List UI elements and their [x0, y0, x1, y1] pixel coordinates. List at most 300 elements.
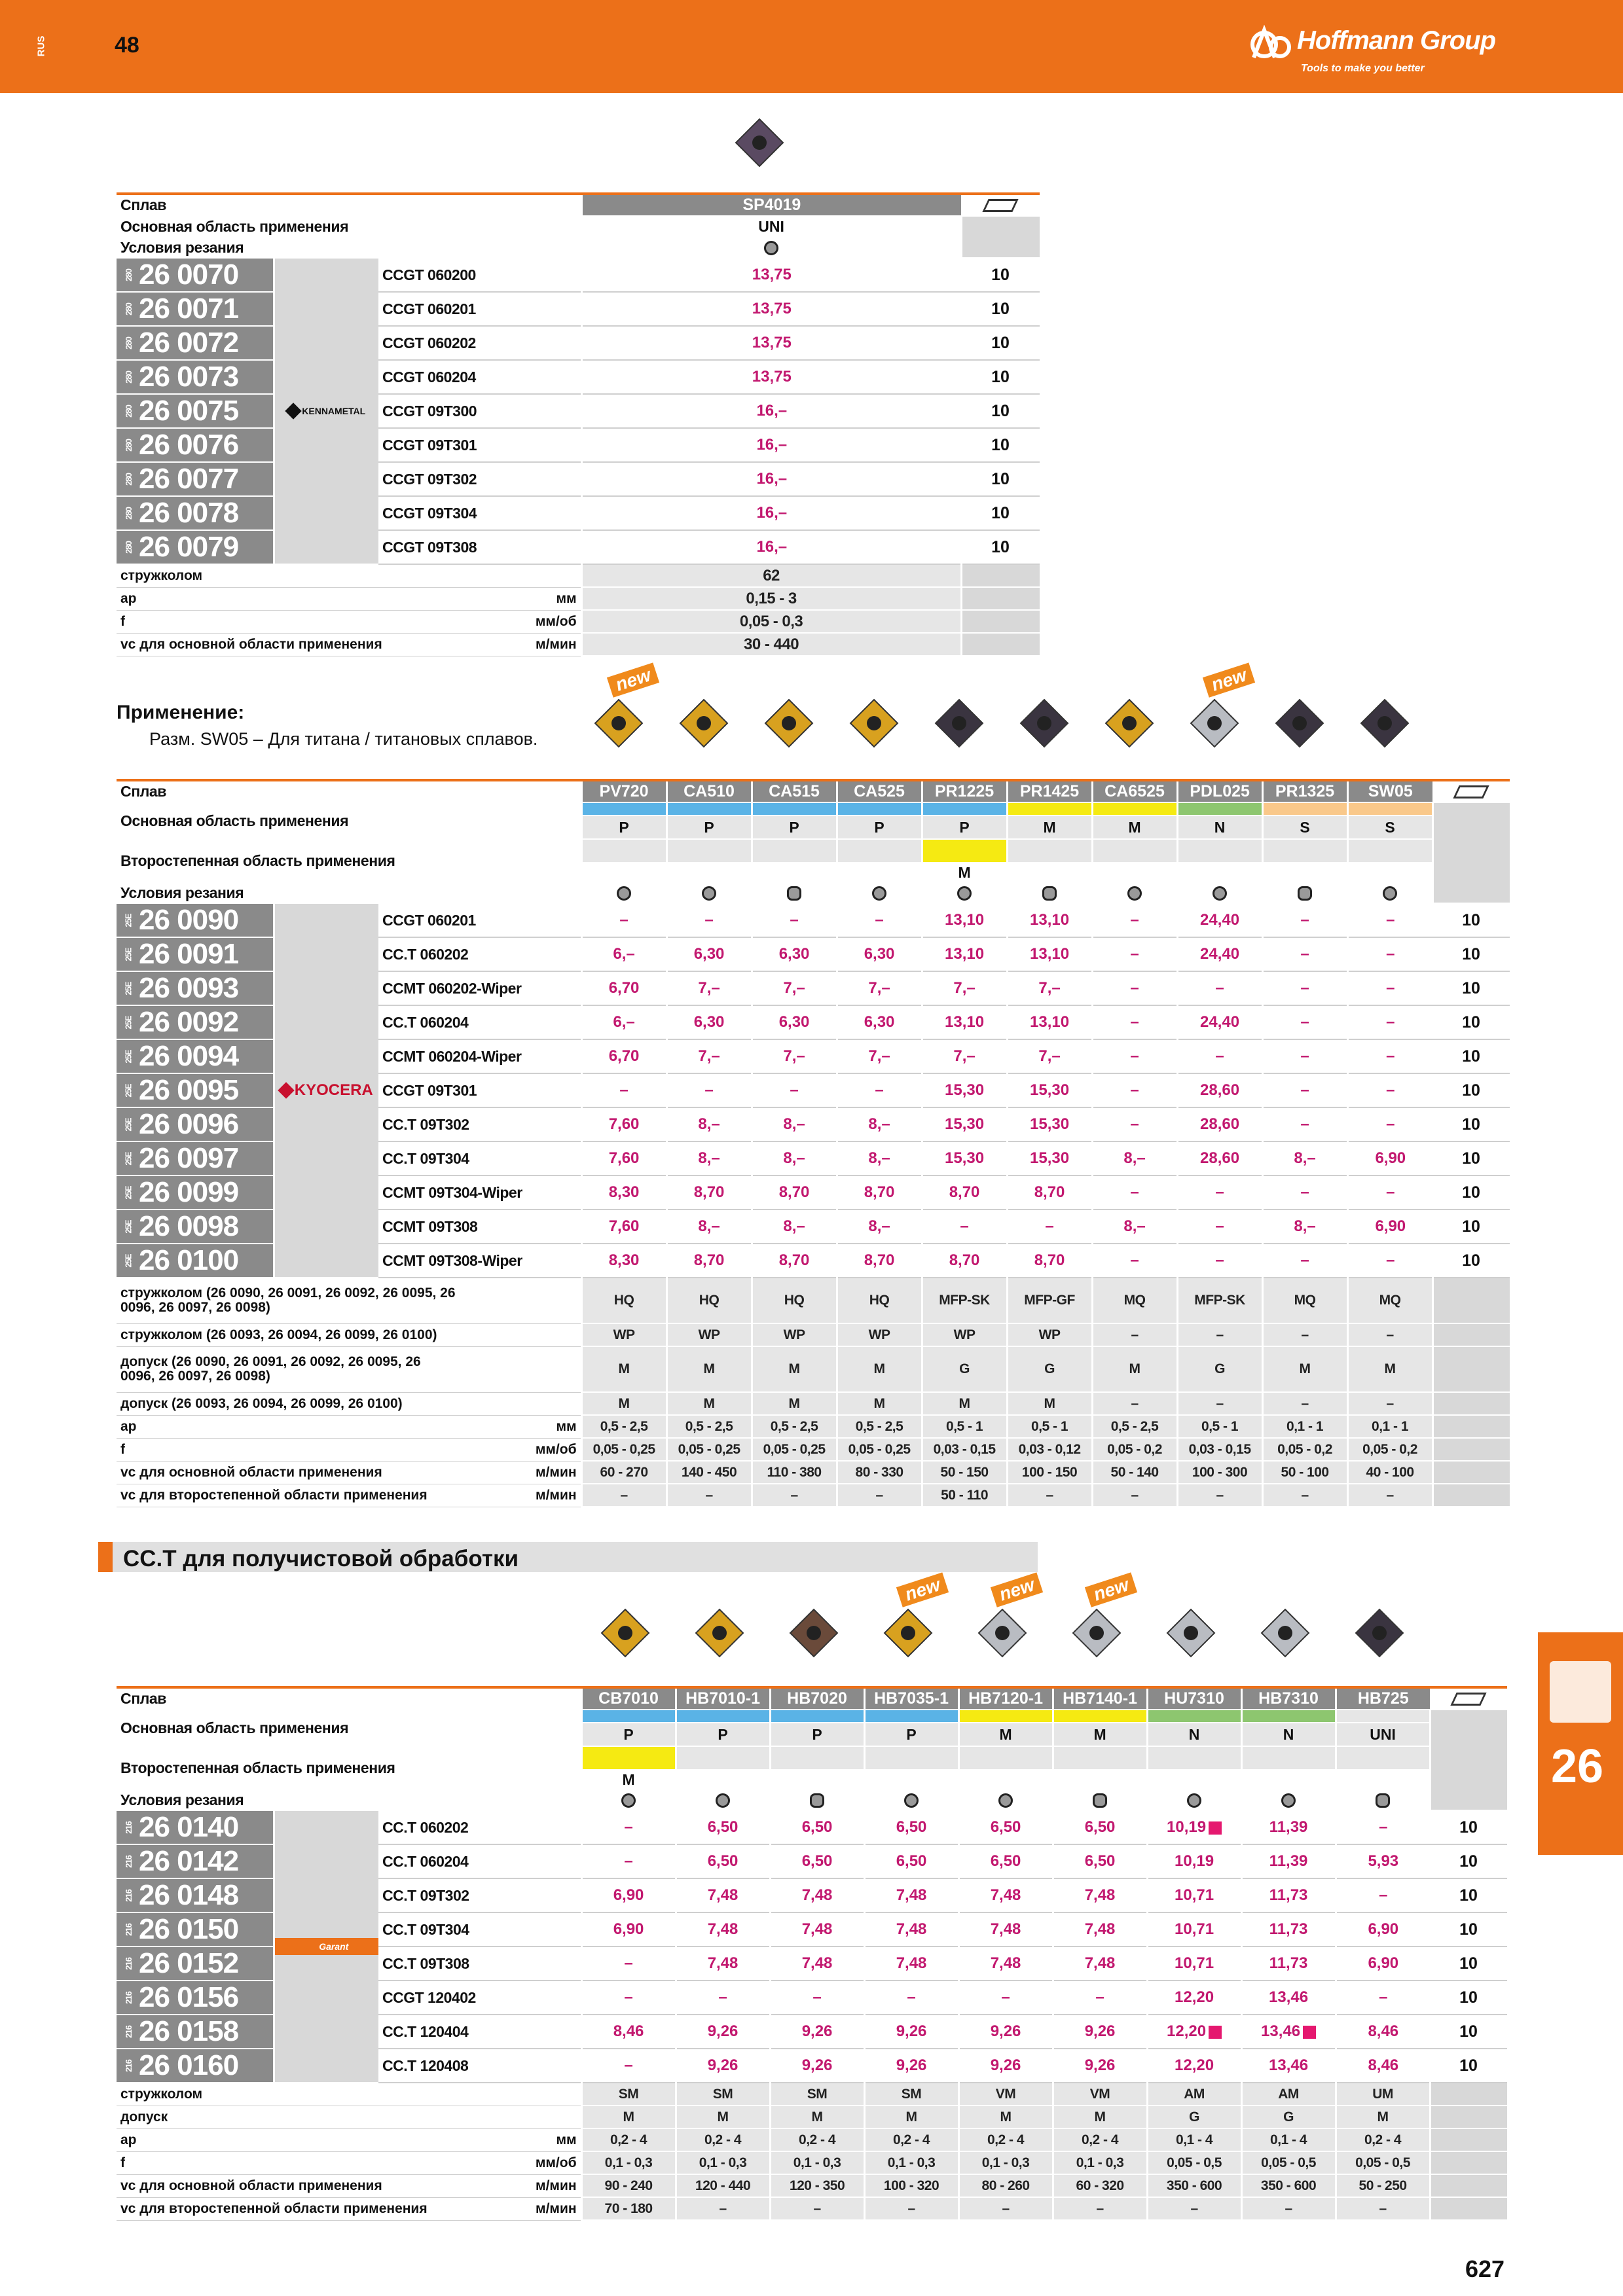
sec-app-code [1347, 863, 1432, 882]
param-value: 40 - 100 [1347, 1461, 1432, 1484]
box-icon [982, 199, 1018, 212]
price-value: 8,70 [666, 1175, 752, 1210]
param-value: 0,5 - 1 [1177, 1415, 1262, 1438]
param-value: 0,05 - 0,2 [1347, 1438, 1432, 1461]
param-label: стружколом [117, 2083, 457, 2106]
price-value: 7,60 [581, 1107, 666, 1141]
param-value: 70 - 180 [581, 2197, 676, 2220]
cutting-condition-icon [1262, 882, 1347, 903]
package-qty: 10 [1432, 1141, 1510, 1175]
article-prefix: 25E [123, 913, 134, 927]
price-value: 7,48 [676, 1912, 770, 1946]
price-value: 9,26 [770, 2015, 864, 2049]
article-number[interactable] [117, 1005, 274, 1039]
param-value: 120 - 350 [770, 2174, 864, 2197]
param-unit: мм/об [457, 1438, 581, 1461]
price-value: – [1177, 1244, 1262, 1278]
price-value: 8,30 [581, 1244, 666, 1278]
article-number[interactable] [117, 2015, 274, 2049]
price-value: 9,26 [676, 2015, 770, 2049]
param-value: 0,5 - 2,5 [752, 1415, 837, 1438]
package-qty: 10 [1432, 1210, 1510, 1244]
price-value: – [1347, 1244, 1432, 1278]
param-value: MFP-SK [922, 1278, 1007, 1323]
price-value: – [1092, 1073, 1177, 1107]
box-icon [1453, 785, 1489, 798]
sec-app-label: Второстепенная область применения [117, 839, 581, 882]
param-value: WP [581, 1323, 666, 1346]
param-value: HQ [666, 1278, 752, 1323]
price-value: 7,48 [958, 1946, 1053, 1981]
product-code: CCGT 060202 [378, 326, 581, 360]
product-code: CCGT 09T301 [378, 1073, 581, 1107]
table-row[interactable] [117, 428, 1040, 462]
param-value: M [837, 1346, 922, 1392]
insert-image-icon [1165, 1607, 1217, 1659]
article-number[interactable] [117, 1810, 274, 1844]
price-value: 8,– [837, 1210, 922, 1244]
sec-app-color-swatch [581, 839, 666, 863]
price-value: – [1092, 971, 1177, 1005]
price-value: 10,71 [1147, 1878, 1241, 1912]
price-value: 6,90 [1347, 1141, 1432, 1175]
supplier-brand [274, 258, 378, 564]
chapter-tab[interactable] [1538, 1632, 1623, 1855]
package-qty: 10 [961, 428, 1040, 462]
price-value: 12,20 [1147, 2015, 1241, 2049]
cutting-condition-icon [581, 237, 961, 258]
t1-grid [117, 192, 1040, 656]
param-value: 0,05 - 0,25 [666, 1438, 752, 1461]
t2-grid [117, 779, 1510, 1507]
cutting-condition-icon [770, 1789, 864, 1810]
product-code: CC.T 060204 [378, 1844, 581, 1878]
article-number[interactable] [117, 1878, 274, 1912]
param-value: – [1053, 2197, 1147, 2220]
cutting-symbol-icon [716, 1793, 730, 1808]
insert-image-icon [1018, 697, 1070, 749]
price-value: – [1092, 903, 1177, 937]
product-code: CCGT 120402 [378, 1981, 581, 2015]
grade-name: PDL025 [1177, 780, 1262, 802]
param-label: vc для второстепенной области применения [117, 1484, 457, 1507]
table-row[interactable] [117, 1810, 1507, 1844]
grade-name: PR1425 [1007, 780, 1092, 802]
param-unit [457, 1278, 581, 1323]
sec-app-code [1007, 863, 1092, 882]
sec-app-code [837, 863, 922, 882]
param-value: 0,2 - 4 [581, 2128, 676, 2151]
price-value: 10,71 [1147, 1912, 1241, 1946]
article-number[interactable] [117, 462, 274, 496]
article-number-text: 26 0075 [139, 395, 239, 427]
table-row[interactable] [117, 903, 1510, 937]
article-number[interactable] [117, 1141, 274, 1175]
param-value: 0,1 - 0,3 [958, 2151, 1053, 2174]
supplier-logo [275, 405, 379, 417]
article-number-text: 26 0158 [139, 2015, 239, 2047]
param-value: 0,03 - 0,15 [1177, 1438, 1262, 1461]
param-label: vc для второстепенной области применения [117, 2197, 457, 2220]
param-value: 0,1 - 4 [1241, 2128, 1336, 2151]
price-value: 11,39 [1241, 1810, 1336, 1844]
article-number-text: 26 0097 [139, 1142, 239, 1174]
price-value: – [1262, 937, 1347, 971]
package-spacer [1432, 1392, 1510, 1415]
price-value: 7,48 [864, 1878, 958, 1912]
article-number[interactable] [117, 1073, 274, 1107]
package-spacer [1430, 2106, 1507, 2128]
param-value: 0,05 - 0,5 [1336, 2151, 1430, 2174]
param-unit: мм [457, 1415, 581, 1438]
price-value: – [958, 1981, 1053, 2015]
price-value: – [837, 903, 922, 937]
app-color-swatch [1262, 802, 1347, 816]
sec-app-color-swatch [1347, 839, 1432, 863]
article-prefix: 25E [123, 1253, 134, 1268]
article-number[interactable] [117, 1244, 274, 1278]
cutting-symbol-icon [1281, 1793, 1296, 1808]
param-value: 0,1 - 1 [1347, 1415, 1432, 1438]
param-unit [457, 1323, 581, 1346]
price-value: 7,48 [958, 1878, 1053, 1912]
table-row[interactable] [117, 394, 1040, 428]
param-label: стружколом [117, 564, 457, 587]
price-value: 6,50 [770, 1844, 864, 1878]
grade-name: CA515 [752, 780, 837, 802]
price-value: 9,26 [958, 2015, 1053, 2049]
param-unit [457, 564, 581, 587]
article-prefix: 25E [123, 1219, 134, 1234]
price-value: – [1347, 1107, 1432, 1141]
supplier-name: Garant [319, 1941, 349, 1952]
cutting-condition-icon [837, 882, 922, 903]
cutting-condition-icon [864, 1789, 958, 1810]
table-row[interactable] [117, 360, 1040, 394]
price-value: 13,10 [922, 903, 1007, 937]
price-value: 10,71 [1147, 1946, 1241, 1981]
param-value: 60 - 270 [581, 1461, 666, 1484]
param-value: 50 - 250 [1336, 2174, 1430, 2197]
top-bar [0, 0, 1623, 93]
param-value: M [581, 2106, 676, 2128]
grade-name: HB7035-1 [864, 1687, 958, 1710]
package-qty: 10 [1430, 1946, 1507, 1981]
param-value: M [1262, 1346, 1347, 1392]
price-value: 11,39 [1241, 1844, 1336, 1878]
package-spacer [1432, 1278, 1510, 1323]
app-color-swatch [1092, 802, 1177, 816]
grade-name: PV720 [581, 780, 666, 802]
price-value: 6,30 [752, 1005, 837, 1039]
param-value: G [922, 1346, 1007, 1392]
article-number-text: 26 0096 [139, 1108, 239, 1140]
main-app-code: M [958, 1723, 1053, 1746]
param-value: – [676, 2197, 770, 2220]
main-app-code: P [770, 1723, 864, 1746]
article-number-text: 26 0148 [139, 1879, 239, 1911]
param-value: – [1007, 1484, 1092, 1507]
table-row[interactable] [117, 258, 1040, 292]
price-value: – [770, 1981, 864, 2015]
param-value: – [864, 2197, 958, 2220]
sec-app-code [1336, 1770, 1430, 1789]
article-prefix: 25E [123, 1083, 134, 1098]
price-value: 8,– [752, 1210, 837, 1244]
price-value: 13,46 [1241, 1981, 1336, 2015]
price-value: 13,46 [1241, 2015, 1336, 2049]
price-value: 7,48 [1053, 1946, 1147, 1981]
supplier-mark-icon [285, 403, 302, 419]
article-prefix: 25E [123, 1117, 134, 1132]
param-value: 0,2 - 4 [1336, 2128, 1430, 2151]
supplier-logo [275, 1938, 379, 1955]
cutting-condition-icon [1177, 882, 1262, 903]
article-number[interactable] [117, 971, 274, 1005]
article-number[interactable] [117, 1107, 274, 1141]
sec-app-code [752, 863, 837, 882]
cutting-symbol-icon [1376, 1793, 1390, 1808]
param-value: 140 - 450 [666, 1461, 752, 1484]
article-number[interactable] [117, 937, 274, 971]
param-unit [457, 2106, 581, 2128]
article-number-text: 26 0100 [139, 1244, 239, 1276]
article-number[interactable] [117, 1175, 274, 1210]
price-value: – [1347, 1073, 1432, 1107]
cutting-condition-icon [581, 882, 666, 903]
price-value: 24,40 [1177, 1005, 1262, 1039]
article-number-text: 26 0072 [139, 327, 239, 359]
article-prefix: 25E [123, 1015, 134, 1030]
product-table-1 [117, 192, 1040, 656]
package-qty: 10 [1430, 2049, 1507, 2083]
sec-app-code [1177, 863, 1262, 882]
app-color-swatch [581, 1710, 676, 1723]
application-title: Применение: [117, 702, 245, 723]
row-label: Сплав [117, 194, 581, 216]
article-prefix: 216 [123, 2059, 134, 2072]
article-number-text: 26 0076 [139, 429, 239, 461]
product-code: CC.T 09T304 [378, 1912, 581, 1946]
sec-app-code: M [581, 1770, 676, 1789]
table-row[interactable] [117, 530, 1040, 564]
sec-app-label: Второстепенная область применения [117, 1746, 581, 1789]
price-value: – [676, 1981, 770, 2015]
param-value: 0,05 - 0,5 [1147, 2151, 1241, 2174]
price-value: 15,30 [922, 1073, 1007, 1107]
article-prefix: 25E [123, 1049, 134, 1064]
param-value: – [1262, 1323, 1347, 1346]
product-code: CCMT 09T304-Wiper [378, 1175, 581, 1210]
package-spacer [1432, 1323, 1510, 1346]
app-color-swatch [1147, 1710, 1241, 1723]
param-value: M [581, 1346, 666, 1392]
article-number[interactable] [117, 258, 274, 292]
param-value: – [1347, 1323, 1432, 1346]
new-badge: new [1203, 662, 1256, 697]
article-number[interactable] [117, 1039, 274, 1073]
main-app-code: P [581, 1723, 676, 1746]
cutting-condition-icon [676, 1789, 770, 1810]
param-value: WP [837, 1323, 922, 1346]
cutting-symbol-icon [1093, 1793, 1107, 1808]
param-unit: м/мин [457, 1484, 581, 1507]
article-number[interactable] [117, 530, 274, 564]
article-number[interactable] [117, 1912, 274, 1946]
sec-app-code [666, 863, 752, 882]
article-prefix: 216 [123, 1855, 134, 1868]
price-value: – [1092, 1005, 1177, 1039]
price-value: 8,– [837, 1107, 922, 1141]
package-qty: 10 [961, 258, 1040, 292]
cutting-condition-icon [922, 882, 1007, 903]
sec-app-code [958, 1770, 1053, 1789]
param-value: M [666, 1392, 752, 1415]
article-number-text: 26 0092 [139, 1006, 239, 1038]
supplier-mark-icon [278, 1082, 294, 1098]
article-number[interactable] [117, 496, 274, 530]
package-spacer [961, 633, 1040, 656]
param-value: MQ [1347, 1278, 1432, 1323]
param-value: 0,5 - 1 [922, 1415, 1007, 1438]
article-number[interactable] [117, 2049, 274, 2083]
grade-name: HB7140-1 [1053, 1687, 1147, 1710]
price-value: 8,– [1262, 1210, 1347, 1244]
price-value: – [1262, 1107, 1347, 1141]
param-value: 0,5 - 2,5 [837, 1415, 922, 1438]
param-label: стружколом (26 0093, 26 0094, 26 0099, 26 0100) [117, 1323, 457, 1346]
price-value: 6,– [581, 1005, 666, 1039]
param-value: MFP-GF [1007, 1278, 1092, 1323]
supplier-brand [274, 1810, 378, 2083]
price-value: 16,– [581, 428, 961, 462]
param-value: – [1336, 2197, 1430, 2220]
table-row[interactable] [117, 326, 1040, 360]
param-value: M [752, 1346, 837, 1392]
article-number[interactable] [117, 1844, 274, 1878]
cutting-symbol-icon [1298, 886, 1312, 901]
param-value: 50 - 150 [922, 1461, 1007, 1484]
article-number[interactable] [117, 428, 274, 462]
article-number[interactable] [117, 1981, 274, 2015]
main-app-code: S [1262, 816, 1347, 839]
price-value: – [581, 1844, 676, 1878]
article-number[interactable] [117, 292, 274, 326]
package-spacer [1432, 1461, 1510, 1484]
price-value: – [581, 903, 666, 937]
price-value: 8,70 [666, 1244, 752, 1278]
param-value: 100 - 300 [1177, 1461, 1262, 1484]
product-code: CC.T 120404 [378, 2015, 581, 2049]
cutting-symbol-icon [1042, 886, 1057, 901]
price-value: 6,50 [958, 1810, 1053, 1844]
price-value: 8,– [1262, 1141, 1347, 1175]
sec-app-color-swatch [958, 1746, 1053, 1770]
insert-image-icon [1273, 697, 1326, 749]
package-spacer [961, 216, 1040, 258]
price-value: 28,60 [1177, 1141, 1262, 1175]
param-value: 100 - 150 [1007, 1461, 1092, 1484]
price-value: 6,90 [581, 1878, 676, 1912]
insert-image-icon [788, 1607, 840, 1659]
sec-app-code [1053, 1770, 1147, 1789]
param-label: f [117, 2151, 457, 2174]
article-number[interactable] [117, 903, 274, 937]
param-value: M [666, 1346, 752, 1392]
sec-app-code [1262, 863, 1347, 882]
param-value: SM [770, 2083, 864, 2106]
sec-app-color-swatch [752, 839, 837, 863]
cutting-symbol-icon [872, 886, 886, 901]
article-number[interactable] [117, 394, 274, 428]
param-value: 0,1 - 1 [1262, 1415, 1347, 1438]
table-row[interactable] [117, 496, 1040, 530]
param-value: M [752, 1392, 837, 1415]
app-color-swatch [1007, 802, 1092, 816]
table-row[interactable] [117, 292, 1040, 326]
package-spacer [1432, 1484, 1510, 1507]
param-label: f [117, 1438, 457, 1461]
price-value: – [1262, 1175, 1347, 1210]
new-badge: new [896, 1572, 949, 1607]
price-value: 6,90 [1347, 1210, 1432, 1244]
main-app-label: Основная область применения [117, 1710, 581, 1746]
product-code: CC.T 09T302 [378, 1878, 581, 1912]
article-number-text: 26 0070 [139, 259, 239, 291]
param-label: допуск (26 0093, 26 0094, 26 0099, 26 0100) [117, 1392, 457, 1415]
package-spacer [1430, 2083, 1507, 2106]
price-value: 7,– [837, 971, 922, 1005]
param-value: M [864, 2106, 958, 2128]
package-qty: 10 [1432, 1175, 1510, 1210]
price-value: 9,26 [770, 2049, 864, 2083]
product-code: CC.T 09T302 [378, 1107, 581, 1141]
article-number[interactable] [117, 360, 274, 394]
package-qty: 10 [1432, 937, 1510, 971]
param-value: – [752, 1484, 837, 1507]
param-value: 0,15 - 3 [581, 587, 961, 610]
cutting-symbol-icon [617, 886, 631, 901]
price-value: 7,48 [864, 1946, 958, 1981]
param-unit [457, 1346, 581, 1392]
article-number[interactable] [117, 1946, 274, 1981]
price-value: 8,70 [1007, 1175, 1092, 1210]
param-value: 60 - 320 [1053, 2174, 1147, 2197]
grade-name: PR1225 [922, 780, 1007, 802]
param-value: 0,5 - 2,5 [1092, 1415, 1177, 1438]
package-qty: 10 [1430, 2015, 1507, 2049]
brand-logo [1247, 22, 1522, 79]
cutting-condition-icon [1336, 1789, 1430, 1810]
price-value: 8,– [837, 1141, 922, 1175]
insert-image-icon [763, 697, 815, 749]
param-value: 0,03 - 0,12 [1007, 1438, 1092, 1461]
app-color-swatch [676, 1710, 770, 1723]
article-number[interactable] [117, 326, 274, 360]
package-spacer [1430, 2151, 1507, 2174]
param-value: 100 - 320 [864, 2174, 958, 2197]
param-value: – [581, 1484, 666, 1507]
article-number[interactable] [117, 1210, 274, 1244]
param-value: – [1262, 1392, 1347, 1415]
param-value: M [1007, 1392, 1092, 1415]
table-row[interactable] [117, 462, 1040, 496]
grade-name: HB725 [1336, 1687, 1430, 1710]
package-icon [1430, 1687, 1507, 1710]
availability-marker-icon [1303, 2026, 1316, 2039]
price-value: – [1336, 1810, 1430, 1844]
param-label: стружколом (26 0090, 26 0091, 26 0092, 26 0095, 26 0096, 26 0097, 26 0098) [117, 1278, 457, 1323]
